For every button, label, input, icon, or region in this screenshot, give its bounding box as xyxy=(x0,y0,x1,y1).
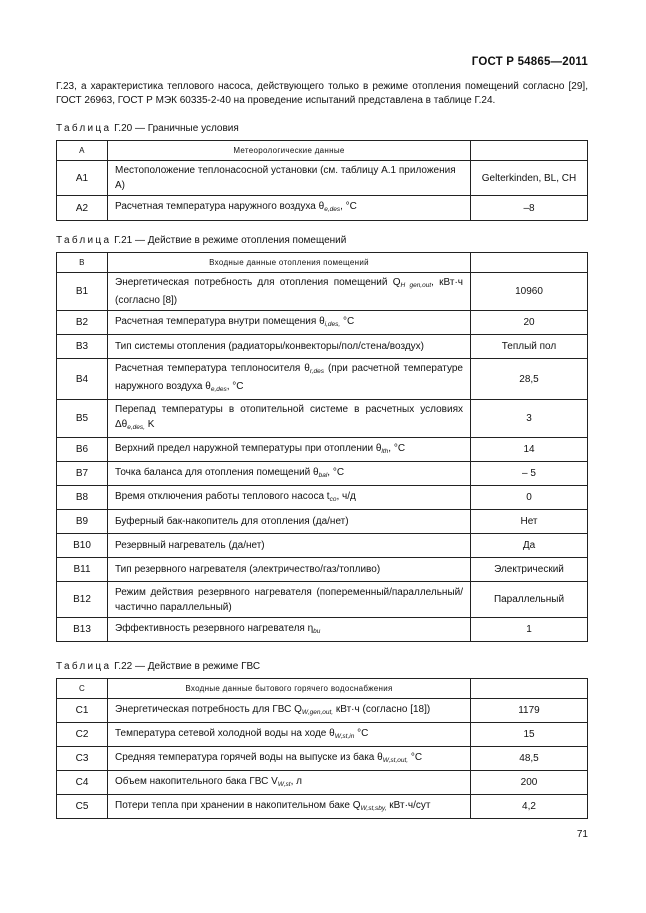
row-value: Gelterkinden, BL, CH xyxy=(471,161,588,196)
table-row xyxy=(57,486,588,510)
row-code: C2 xyxy=(57,723,108,747)
table-row xyxy=(57,618,588,642)
row-code: B13 xyxy=(57,618,108,642)
row-code: B12 xyxy=(57,582,108,618)
row-desc: Эффективность резервного нагревателя $\eta_{bu}$ xyxy=(108,618,471,642)
table-row xyxy=(57,510,588,534)
row-code: C4 xyxy=(57,771,108,795)
table-row xyxy=(57,582,588,618)
row-desc: Местоположение теплонасосной установки (см. таблицу А.1 приложения А) xyxy=(108,161,471,196)
row-value: 1179 xyxy=(471,699,588,723)
row-desc: Расчетная температура теплоносителя $\theta_{r,des}$ (при расчетной температуре наружного воздуха $\theta_{e,des}$, °С xyxy=(108,359,471,400)
table-row xyxy=(57,438,588,462)
row-desc: Потери тепла при хранении в накопительном баке $Q_{W,st,sby,}$ кВт·ч/сут xyxy=(108,795,471,819)
row-value: 14 xyxy=(471,438,588,462)
row-desc: Объем накопительного бака ГВС $V_{W,st}$, л xyxy=(108,771,471,795)
table-row xyxy=(57,747,588,771)
row-desc: Энергетическая потребность для ГВС $Q_{W,gen,out,}$ кВт·ч (согласно [18]) xyxy=(108,699,471,723)
row-value: 28,5 xyxy=(471,359,588,400)
row-code: A1 xyxy=(57,161,108,196)
row-value: 1 xyxy=(471,618,588,642)
table-22 xyxy=(56,678,588,819)
row-code: B4 xyxy=(57,359,108,400)
row-value: Электрический xyxy=(471,558,588,582)
table-row xyxy=(57,273,588,311)
header-desc: Входные данные бытового горячего водоснабжения xyxy=(108,679,471,699)
row-value: 3 xyxy=(471,400,588,438)
header-code: B xyxy=(57,253,108,273)
table-row xyxy=(57,335,588,359)
row-value: 4,2 xyxy=(471,795,588,819)
row-code: C1 xyxy=(57,699,108,723)
row-value: –8 xyxy=(471,196,588,221)
row-desc: Верхний предел наружной температуры при отоплении $\theta_{lth}$, °С xyxy=(108,438,471,462)
row-code: C3 xyxy=(57,747,108,771)
row-value: 0 xyxy=(471,486,588,510)
row-desc: Резервный нагреватель (да/нет) xyxy=(108,534,471,558)
row-value: 15 xyxy=(471,723,588,747)
row-desc: Перепад температуры в отопительной системе в расчетных условиях $\Delta\theta_{e,des,}$ K xyxy=(108,400,471,438)
table-21-caption: Таблица Г.21 — Действие в режиме отопления помещений xyxy=(56,235,347,246)
header-code: C xyxy=(57,679,108,699)
table-row xyxy=(57,196,588,221)
table-row xyxy=(57,161,588,196)
row-code: B10 xyxy=(57,534,108,558)
row-value: Параллельный xyxy=(471,582,588,618)
table-header-row xyxy=(57,253,588,273)
table-row xyxy=(57,723,588,747)
intro-paragraph: Г.23, а характеристика теплового насоса, действующего только в режиме отопления помещений согласно [29], ГОСТ 26963, ГОСТ Р МЭК 60335-2-40 на проведение испытаний представлена в таблице Г.24. xyxy=(56,81,588,106)
row-desc: Энергетическая потребность для отопления помещений $Q_{H gen,out}$, кВт·ч (согласно [8]) xyxy=(108,273,471,311)
standard-number: ГОСТ Р 54865—2011 xyxy=(471,56,588,68)
table-row xyxy=(57,400,588,438)
row-desc: Режим действия резервного нагревателя (попеременный/параллельный/частично параллельный) xyxy=(108,582,471,618)
page-number: 71 xyxy=(576,829,588,840)
table-header-row xyxy=(57,141,588,161)
row-value: 20 xyxy=(471,311,588,335)
header-value xyxy=(471,679,588,699)
table-21 xyxy=(56,252,588,642)
row-desc: Средняя температура горячей воды на выпуске из бака $\theta_{W,st,out,}$ °С xyxy=(108,747,471,771)
table-20 xyxy=(56,140,588,221)
table-row xyxy=(57,558,588,582)
row-code: A2 xyxy=(57,196,108,221)
row-code: B1 xyxy=(57,273,108,311)
row-desc: Буферный бак-накопитель для отопления (да/нет) xyxy=(108,510,471,534)
header-code: A xyxy=(57,141,108,161)
row-value: Теплый пол xyxy=(471,335,588,359)
table-header-row xyxy=(57,679,588,699)
table-row xyxy=(57,311,588,335)
table-row xyxy=(57,534,588,558)
table-row xyxy=(57,462,588,486)
row-desc: Время отключения работы теплового насоса $t_{co}$, ч/д xyxy=(108,486,471,510)
row-desc: Тип резервного нагревателя (электричество/газ/топливо) xyxy=(108,558,471,582)
table-22-caption: Таблица Г.22 — Действие в режиме ГВС xyxy=(56,661,261,672)
row-value: 10960 xyxy=(471,273,588,311)
table-row xyxy=(57,359,588,400)
row-code: B7 xyxy=(57,462,108,486)
table-row xyxy=(57,699,588,723)
header-desc: Входные данные отопления помещений xyxy=(108,253,471,273)
header-value xyxy=(471,253,588,273)
row-desc: Тип системы отопления (радиаторы/конвекторы/пол/стена/воздух) xyxy=(108,335,471,359)
table-row xyxy=(57,771,588,795)
table-20-caption: Таблица Г.20 — Граничные условия xyxy=(56,123,239,134)
row-code: C5 xyxy=(57,795,108,819)
row-desc: Расчетная температура внутри помещения $\theta_{i,des,}$ °С xyxy=(108,311,471,335)
header-desc: Метеорологические данные xyxy=(108,141,471,161)
row-code: B9 xyxy=(57,510,108,534)
table-row xyxy=(57,795,588,819)
row-value: Нет xyxy=(471,510,588,534)
row-value: Да xyxy=(471,534,588,558)
row-code: B5 xyxy=(57,400,108,438)
row-code: B2 xyxy=(57,311,108,335)
row-value: 200 xyxy=(471,771,588,795)
row-value: – 5 xyxy=(471,462,588,486)
row-desc: Температура сетевой холодной воды на ходе $\theta_{W,st,in}$ °С xyxy=(108,723,471,747)
header-value xyxy=(471,141,588,161)
row-desc: Расчетная температура наружного воздуха $\theta_{e,des}$, °С xyxy=(108,196,471,221)
row-value: 48,5 xyxy=(471,747,588,771)
row-desc: Точка баланса для отопления помещений $\theta_{bal}$, °С xyxy=(108,462,471,486)
row-code: B8 xyxy=(57,486,108,510)
row-code: B3 xyxy=(57,335,108,359)
row-code: B6 xyxy=(57,438,108,462)
row-code: B11 xyxy=(57,558,108,582)
